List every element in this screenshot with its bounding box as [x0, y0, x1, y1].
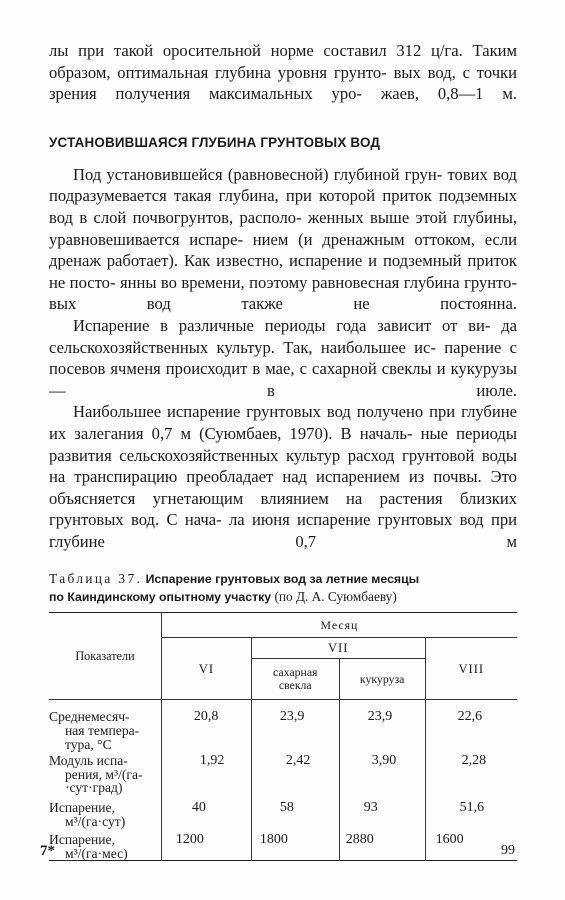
text-line: Испарение в различные периоды года зависит от ви- [73, 315, 491, 335]
table-label: Таблица 37. [49, 571, 143, 587]
header-month-vii: VII [251, 638, 425, 659]
cell-value: 93 [339, 795, 425, 829]
cell-value: 2880 [339, 829, 425, 861]
table-row [49, 795, 517, 829]
header-text: свекла [278, 678, 312, 693]
row-label [49, 700, 161, 752]
row-label-line: рения, м³/(га- [65, 766, 143, 782]
text-line: глубине их залегания 0,7 м (Суюмбаев, 1970). В началь- [49, 402, 517, 443]
text-line: приток подземных вод в слой почвогрунтов, располо- [49, 186, 517, 227]
paragraph-steady-depth [49, 164, 517, 315]
cell-value: 20,8 [161, 700, 251, 752]
page-number: 99 [501, 843, 515, 858]
cell-value: 22,6 [425, 700, 517, 752]
row-label-line: м³/(га·мес) [65, 845, 128, 861]
header-month-viii: VIII [425, 638, 517, 700]
cell-value: 2,42 [251, 752, 339, 795]
header-sugar-beet [251, 659, 339, 700]
section-heading: УСТАНОВИВШАЯСЯ ГЛУБИНА ГРУНТОВЫХ ВОД [49, 134, 381, 150]
text-line: парение с посевов ячменя происходит в мае, с сахарной [49, 337, 517, 379]
text-line: вых вод также не постоянна. [49, 294, 517, 314]
row-label-line: Модуль испа- [49, 752, 128, 768]
row-label [49, 795, 161, 829]
header-month: Месяц [161, 613, 517, 638]
cell-value: 40 [161, 795, 251, 829]
paragraph-seasonal-evaporation [49, 315, 517, 401]
text-line: жаев, 0,8—1 м. [380, 84, 517, 104]
evaporation-table [49, 612, 517, 861]
text-line: ные периоды развития сельскохозяйственных культур [49, 423, 517, 465]
text-line: вых вод, с точки зрения получения максимальных уро- [49, 62, 517, 104]
header-indicators: Показатели [49, 613, 161, 700]
text-line: свеклы и кукурузы — в июле. [49, 359, 517, 400]
cell-value: 1600 [425, 829, 517, 861]
cell-value: 23,9 [251, 700, 339, 752]
cell-value: 1,92 [161, 752, 251, 795]
table-row [49, 700, 517, 752]
header-text: сахарная [273, 665, 318, 680]
paragraph-intro [49, 40, 517, 105]
cell-value: 3,90 [339, 752, 425, 795]
text-line: Как известно, испарение и подземный приток не посто- [49, 251, 517, 292]
header-corn: кукуруза [339, 659, 425, 700]
table-title: Испарение грунтовых вод за летние месяцы [145, 572, 420, 587]
cell-value: 1800 [251, 829, 339, 861]
text-line: влиянием на растения близких грунтовых вод. С нача- [49, 488, 518, 530]
table-title-cont: по Каиндинскому опытному участку [49, 590, 272, 605]
text-line: нием (и дренажным оттоком, если дренаж работает). [49, 229, 517, 271]
table-source: (по Д. А. Суюмбаеву) [274, 589, 397, 605]
text-line: над испарением из почвы. Это объясняется угнетающим [49, 467, 517, 508]
cell-value: 23,9 [339, 700, 425, 752]
text-line: женных выше этой глубины, уравновешивается испаре- [49, 207, 518, 249]
row-label-line: Испарение, [49, 800, 115, 816]
cell-value: 58 [251, 795, 339, 829]
row-label-line: ·сут·град) [65, 780, 123, 796]
row-label [49, 829, 161, 861]
signature-mark: 7* [40, 843, 55, 859]
row-label-line: Испарение, [49, 831, 115, 847]
text-line: да сельскохозяйственных культур. Так, наибольшее ис- [49, 315, 517, 357]
text-line: Под установившейся (равновесной) глубиной грун- [73, 164, 443, 184]
page-content [49, 40, 517, 861]
table-row [49, 829, 517, 861]
table-row [49, 752, 517, 795]
text-line: ла июня испарение грунтовых вод при глубине 0,7 м [49, 510, 518, 551]
row-label-line: ная темпера- [65, 723, 140, 739]
row-label-line: Среднемесяч- [49, 709, 130, 725]
row-label-line: тура, °С [65, 737, 112, 753]
text-line: янны во времени, поэтому равновесная глубина грунто- [119, 272, 517, 292]
text-line: Таким образом, оптимальная глубина уровня грунто- [49, 41, 518, 82]
text-line: Наибольшее испарение грунтовых вод получено при [73, 402, 456, 422]
row-label-line: м³/(га·сут) [65, 814, 126, 830]
row-label [49, 752, 161, 795]
table-caption [49, 570, 517, 606]
cell-value: 2,28 [425, 752, 517, 795]
text-line: расход грунтовой воды на транспирацию преобладает [49, 445, 517, 487]
text-line: лы при такой оросительной норме составил 312 ц/га. [49, 41, 463, 60]
text-line: тових вод подразумевается такая глубина, при которой [49, 164, 517, 206]
cell-value: 1200 [161, 829, 251, 861]
cell-value: 51,6 [425, 795, 517, 829]
paragraph-max-evaporation [49, 401, 517, 552]
header-month-vi: VI [161, 638, 251, 700]
